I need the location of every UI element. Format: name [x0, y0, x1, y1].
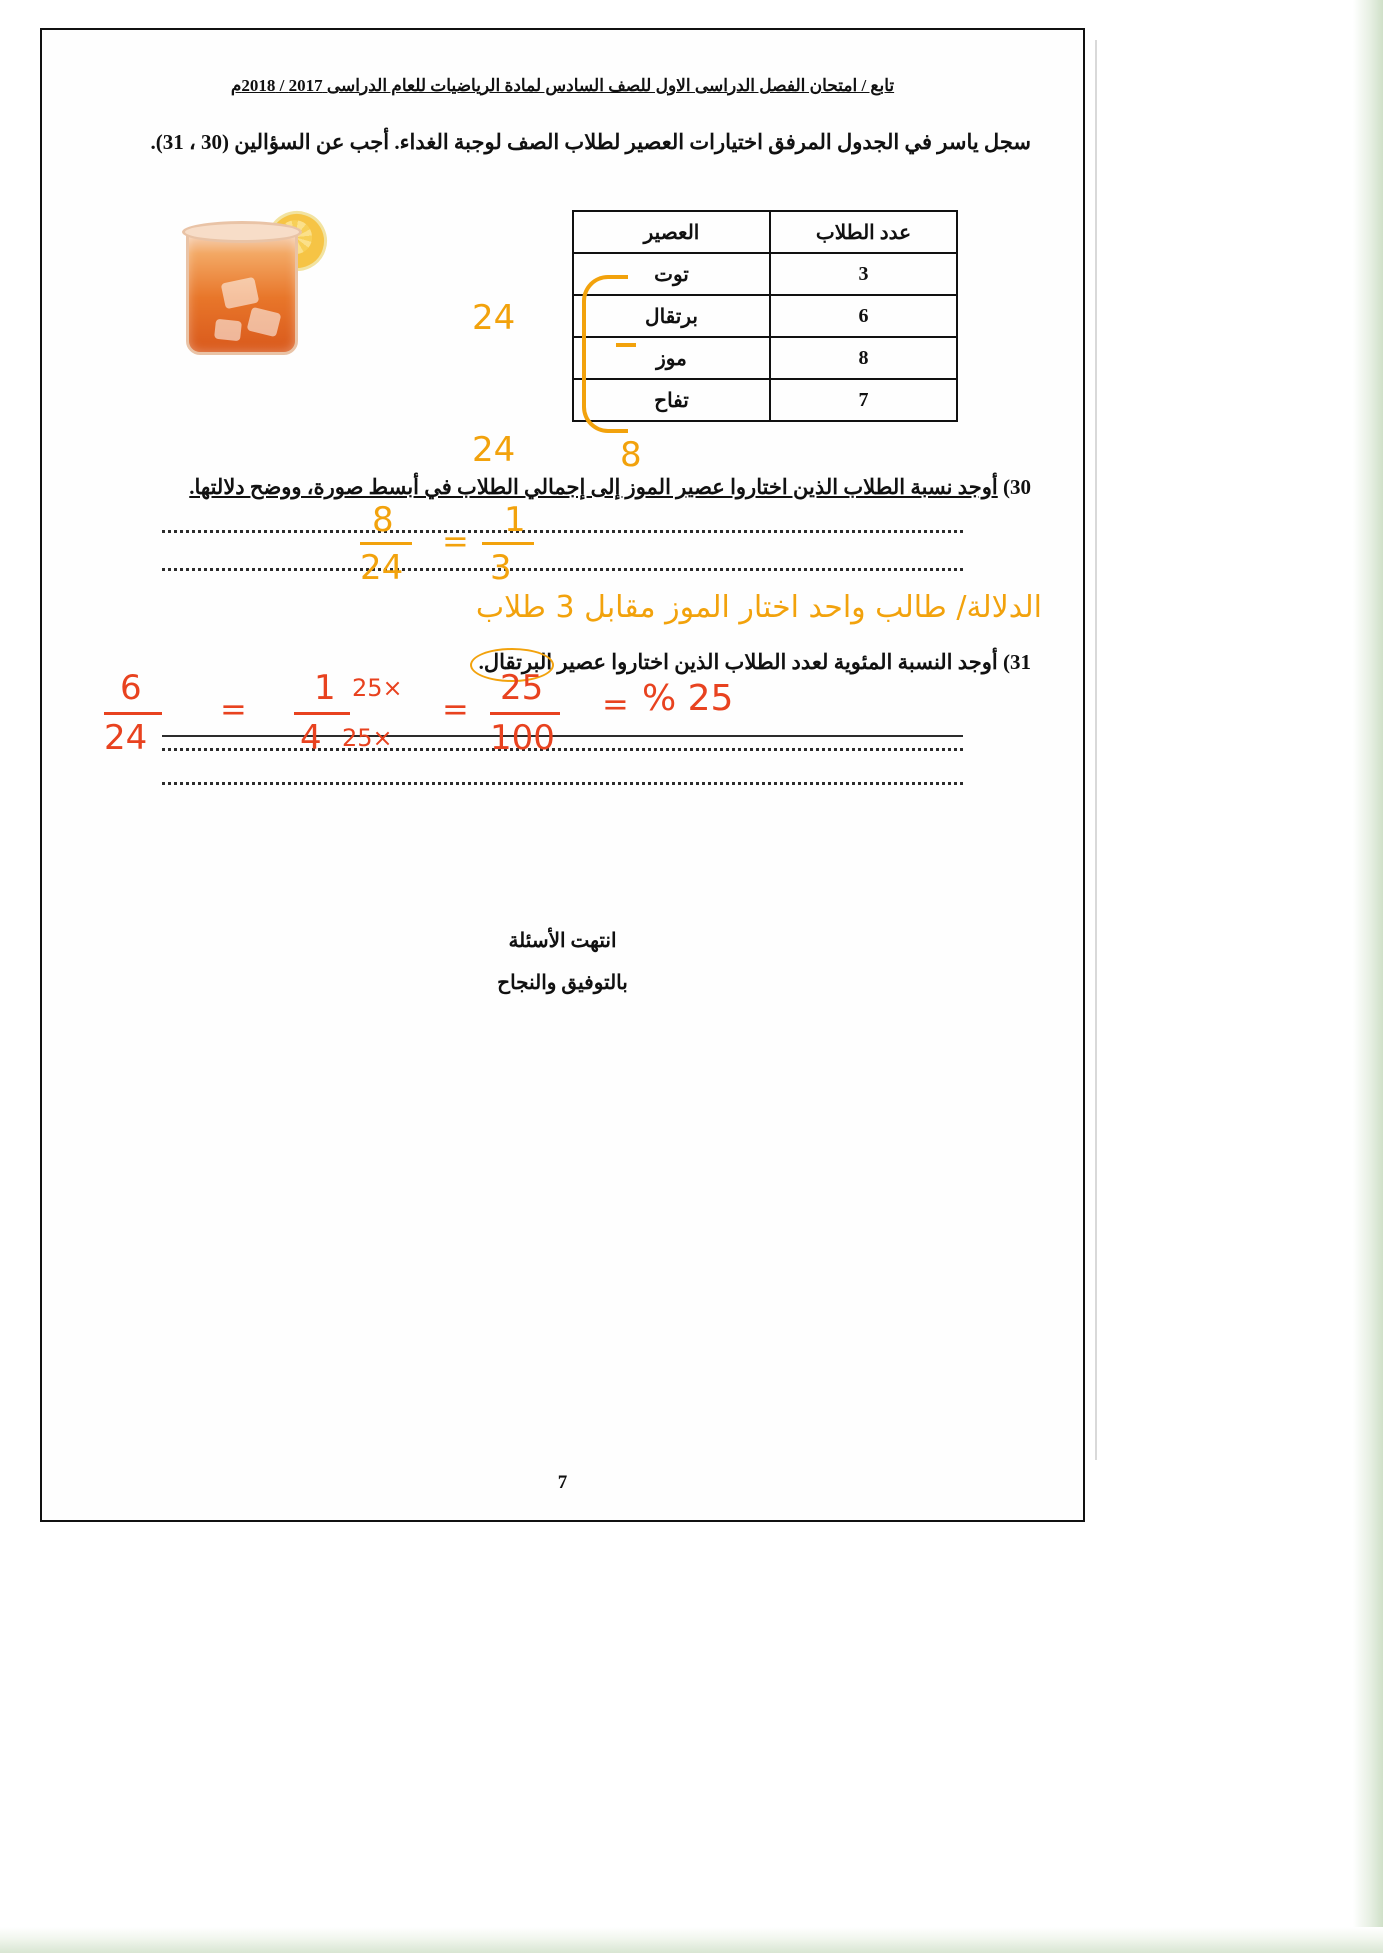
handwritten-q31-percent-denominator: 100: [490, 718, 555, 758]
handwritten-q30-numerator: 8: [372, 500, 394, 540]
question-30-number: 30): [1003, 475, 1031, 499]
question-30: [94, 475, 1031, 500]
cell-juice: تفاح: [573, 379, 770, 421]
scan-edge-right: [1353, 0, 1383, 1953]
handwritten-q30-simple-bar: [482, 542, 534, 545]
handwritten-q30-simple-denominator: 3: [490, 548, 512, 588]
ice-cube: [221, 277, 260, 310]
handwritten-q31-simple-denominator: 4: [300, 718, 322, 758]
cell-juice: توت: [573, 253, 770, 295]
handwritten-q31-fraction-bar: [104, 712, 162, 715]
handwritten-q31-numerator: 6: [120, 668, 142, 708]
handwritten-q31-equals-3: =: [602, 685, 629, 723]
table-row: [573, 295, 957, 337]
glass-body: [186, 229, 298, 355]
question-31: [94, 650, 1031, 675]
answer-solid-line: [162, 735, 963, 737]
answer-dots-line-1: [162, 530, 963, 533]
juice-choices-table: [572, 210, 958, 422]
handwritten-q31-multiplier-top: ×25: [352, 674, 403, 702]
closing-line-2: بالتوفيق والنجاح: [497, 972, 628, 994]
handwritten-q30-fraction-bar: [360, 542, 412, 545]
handwritten-total-24: 24: [472, 298, 516, 338]
closing-line-1: انتهت الأسئلة: [508, 930, 617, 952]
handwritten-q31-simple-bar: [294, 712, 350, 715]
question-30-text: أوجد نسبة الطلاب الذين اختاروا عصير الموز إلى إجمالي الطلاب في أبسط صورة، ووضح دلالتها.: [189, 475, 998, 499]
ice-cube: [214, 319, 242, 342]
handwritten-q31-percent-bar: [490, 712, 560, 715]
scan-edge-bottom: [0, 1927, 1383, 1953]
answer-dots-line-4: [162, 782, 963, 785]
exam-header: تابع / امتحان الفصل الدراسى الاول للصف السادس لمادة الرياضيات للعام الدراسى 2017 / 2018م: [230, 76, 895, 95]
cell-count: 8: [770, 337, 957, 379]
header-count: عدد الطلاب: [770, 211, 957, 253]
table-row: [573, 253, 957, 295]
handwritten-q31-equals-1: =: [220, 690, 247, 728]
handwritten-q31-percent-numerator: 25: [500, 668, 544, 708]
table-row: [573, 379, 957, 421]
table-header-row: [573, 211, 957, 253]
scan-fold-line: [1095, 40, 1097, 1460]
ice-cube: [247, 307, 282, 338]
cell-juice: برتقال: [573, 295, 770, 337]
cell-count: 6: [770, 295, 957, 337]
handwritten-q31-equals-2: =: [442, 690, 469, 728]
handwritten-brace: [582, 275, 628, 433]
handwritten-label-24: 24: [472, 430, 516, 470]
glass-rim: [182, 221, 302, 243]
handwritten-q30-denominator: 24: [360, 548, 404, 588]
handwritten-q30-meaning: الدلالة/ طالب واحد اختار الموز مقابل 3 طلاب: [475, 590, 1042, 625]
page-number: 7: [557, 1472, 568, 1493]
handwritten-q31-denominator: 24: [104, 718, 148, 758]
handwritten-q31-multiplier-bottom: ×25: [342, 724, 393, 752]
exam-sheet: [40, 28, 1085, 1522]
cell-juice: موز: [573, 337, 770, 379]
answer-dots-line-2: [162, 568, 963, 571]
handwritten-q31-result: 25 %: [642, 678, 734, 719]
handwritten-q30-simple-numerator: 1: [504, 500, 526, 540]
header-juice: العصير: [573, 211, 770, 253]
handwritten-label-8: 8: [620, 435, 642, 475]
cell-count: 7: [770, 379, 957, 421]
cell-count: 3: [770, 253, 957, 295]
handwritten-q30-equals: =: [442, 522, 469, 560]
juice-glass-icon: [172, 205, 332, 370]
handwritten-brace-tip: [616, 343, 636, 347]
intro-text: سجل ياسر في الجدول المرفق اختيارات العصير لطلاب الصف لوجبة الغداء. أجب عن السؤالين (30 ، 31).: [150, 130, 1031, 154]
answer-dots-line-3: [162, 748, 963, 751]
handwritten-q31-simple-numerator: 1: [314, 668, 336, 708]
question-31-text: أوجد النسبة المئوية لعدد الطلاب الذين اختاروا عصير البرتقال.: [478, 650, 998, 674]
question-31-number: 31): [1003, 650, 1031, 674]
